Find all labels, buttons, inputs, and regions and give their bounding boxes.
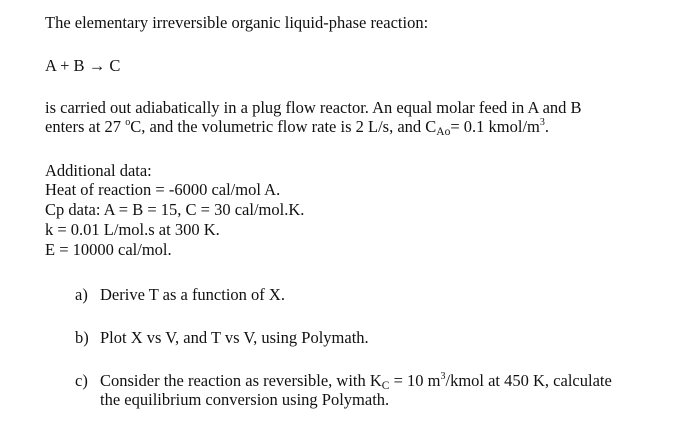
problem-intro: The elementary irreversible organic liquid-phase reaction:: [45, 13, 429, 32]
description-text-d: .: [544, 117, 550, 136]
additional-data-heading: Additional data:: [45, 161, 152, 180]
description-text-c: = 0.1 kmol/m: [450, 117, 540, 136]
equilibrium-constant-subscript: C: [381, 380, 390, 392]
question-c-marker: c): [75, 371, 88, 390]
problem-description-line-1: is carried out adiabatically in a plug flow reactor. An equal molar feed in A and B: [45, 98, 582, 117]
question-c-text-line-1: [100, 371, 612, 390]
cubic-meter-superscript: 3: [440, 371, 446, 382]
question-b-text: Plot X vs V, and T vs V, using Polymath.: [100, 328, 369, 347]
question-c-text-c: /kmol at 450 K, calculate: [445, 371, 612, 390]
description-text-b: C, and the volumetric flow rate is 2 L/s, and C: [130, 117, 437, 136]
problem-description-line-2: [45, 117, 549, 136]
question-a-text: Derive T as a function of X.: [100, 285, 285, 304]
question-c-text-a: Consider the reaction as reversible, with K: [100, 371, 382, 390]
question-c-text-b: = 10 m: [389, 371, 441, 390]
question-b-marker: b): [75, 328, 89, 347]
additional-data-line: Heat of reaction = -6000 cal/mol A.: [45, 180, 281, 199]
description-text-a: enters at 27: [45, 117, 126, 136]
concentration-subscript: Ao: [436, 126, 451, 138]
question-a-marker: a): [75, 285, 88, 304]
cubic-superscript: 3: [539, 117, 545, 128]
additional-data-line: E = 10000 cal/mol.: [45, 240, 172, 259]
question-c-text-line-2: the equilibrium conversion using Polymath.: [100, 390, 390, 409]
additional-data-line: k = 0.01 L/mol.s at 300 K.: [45, 220, 220, 239]
reaction-equation: A + B → C: [45, 56, 121, 75]
degree-superscript: o: [125, 117, 131, 128]
additional-data-line: Cp data: A = B = 15, C = 30 cal/mol.K.: [45, 200, 305, 219]
